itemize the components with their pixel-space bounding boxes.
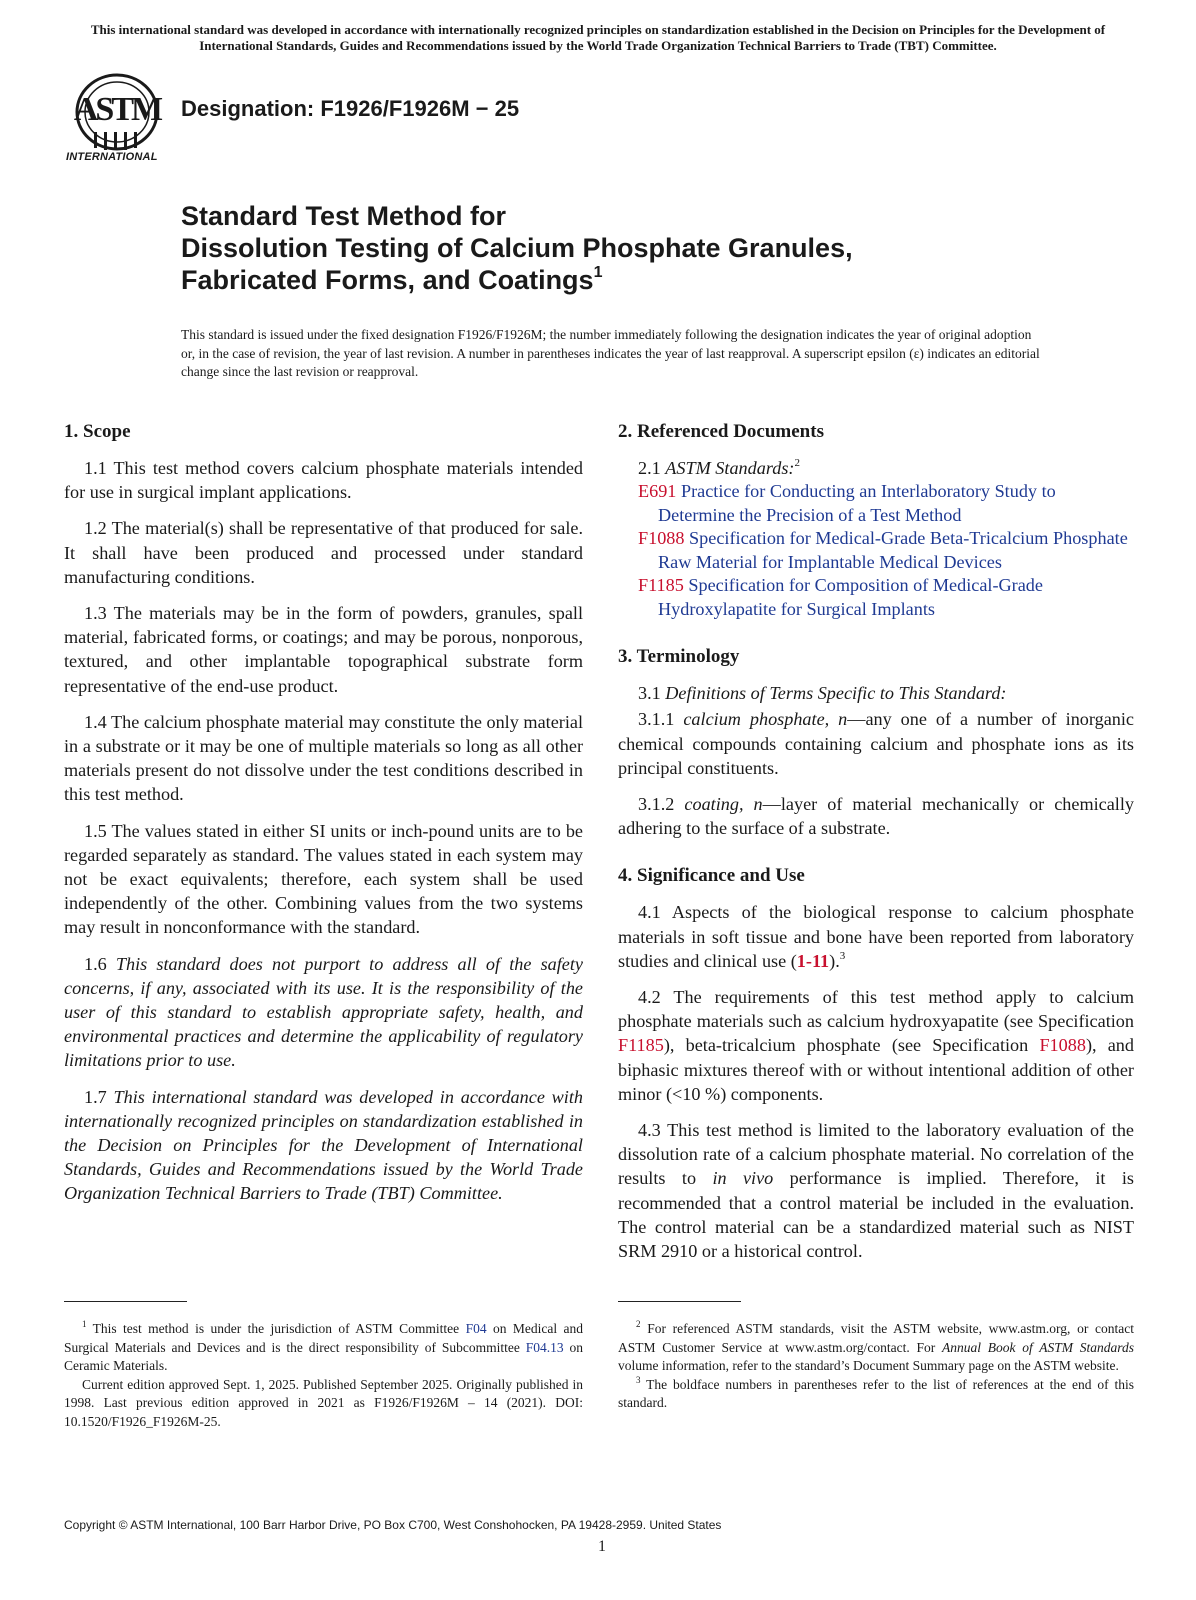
footnote-1-text-c: on Ceramic Materials.: [64, 1339, 583, 1373]
reference-title[interactable]: Specification for Composition of Medical-Grade Hydroxylapatite for Surgical Implants: [658, 575, 1043, 619]
para-4-2: [618, 985, 1134, 1106]
term-coating: coating, n: [684, 794, 763, 815]
para-4-1-end: ).: [829, 950, 840, 971]
reference-code[interactable]: F1185: [638, 575, 684, 596]
para-3-1: [618, 681, 1134, 705]
reference-code[interactable]: F1088: [638, 528, 685, 549]
section-heading-scope: 1. Scope: [64, 421, 131, 442]
para-2-1-label: ASTM Standards:: [665, 458, 795, 478]
footnote-2: [618, 1320, 1134, 1376]
footnotes-left: [64, 1320, 583, 1431]
para-4-2-text-c: ), and biphasic mixtures thereof with or without intentional addition of other minor (<10 %) components.: [618, 1035, 1134, 1104]
footnote-1-text-b: on Medical and Surgical Materials and Devices and is the direct responsibility of Subcommittee: [64, 1321, 583, 1355]
logo-label: INTERNATIONAL: [66, 151, 158, 163]
designation: Designation: F1926/F1926M − 25: [181, 96, 520, 121]
para-3-1-text: Definitions of Terms Specific to This Standard:: [665, 683, 1007, 704]
para-1-6: [64, 952, 583, 1073]
para-4-2-text-a: 4.2 The requirements of this test method apply to calcium phosphate materials such as calcium hydroxyapatite (see Specification: [618, 987, 1134, 1032]
reference-f1185[interactable]: [618, 574, 1134, 621]
para-1-6-number: 1.6: [84, 953, 107, 974]
para-4-3-in-vivo: in vivo: [712, 1168, 774, 1189]
reference-e691[interactable]: [618, 480, 1134, 527]
footnote-2-mark: 2: [636, 1319, 641, 1329]
para-1-7-number: 1.7: [84, 1086, 107, 1107]
title-line-2: Dissolution Testing of Calcium Phosphate Granules,: [181, 233, 853, 263]
footnote-1-text-a: This test method is under the jurisdiction of ASTM Committee: [86, 1321, 466, 1336]
reference-f1088[interactable]: [618, 527, 1134, 574]
footnote-mark-3: 3: [839, 949, 846, 962]
para-1-6-text: This standard does not purport to address all of the safety concerns, if any, associated with its use. It is the responsibility of the user of this standard to establish appropriate safety, health, and environmental practices and determine the applicability of regulatory limitations prior to use.: [64, 953, 583, 1071]
copyright: Copyright © ASTM International, 100 Barr Harbor Drive, PO Box C700, West Conshohocken, PA 19428-2959. United States: [64, 1518, 722, 1532]
footnote-1-edition: Current edition approved Sept. 1, 2025. Published September 2025. Originally published in 1998. Last previous edition approved in 2021 as F1926/F1926M – 14 (2021). DOI: 10.1520/F1926_F1926M-25.: [64, 1376, 583, 1429]
footnote-1: [64, 1320, 583, 1376]
link-committee-f04[interactable]: F04: [465, 1321, 487, 1336]
para-4-3: [618, 1118, 1134, 1263]
para-2-1: [618, 456, 1134, 480]
para-1-5: 1.5 The values stated in either SI units or inch-pound units are to be regarded separately as standard. The values stated in each system may not be exact equivalents; therefore, each system shall be used independently of the other. Combining values from the two systems may result in nonconformance with the standard.: [64, 820, 583, 938]
footnotes-right: [618, 1320, 1134, 1413]
footnote-1-mark: 1: [82, 1319, 87, 1329]
title-line-1: Standard Test Method for: [181, 201, 507, 231]
svg-text:ASTM: ASTM: [73, 91, 161, 128]
page-number: 1: [598, 1538, 606, 1555]
para-1-7-text: This international standard was developed in accordance with internationally recognized principles on standardization established in the Decision on Principles for the Development of International Standards, Guides and Recommendations issued by the World Trade Organization Technical Barriers to Trade (TBT) Committee.: [64, 1086, 584, 1204]
left-column: [64, 420, 583, 1218]
title-line-3-text: Fabricated Forms, and Coatings: [181, 265, 594, 295]
document-title: [181, 200, 1081, 296]
para-3-1-1: [618, 707, 1134, 780]
link-f1088[interactable]: F1088: [1039, 1035, 1086, 1056]
definition-coating: —layer of material mechanically or chemically adhering to the surface of a substrate.: [618, 794, 1134, 839]
footnote-3: [618, 1376, 1134, 1413]
para-3-1-number: 3.1: [638, 683, 661, 704]
para-3-1-1-number: 3.1.1: [638, 709, 675, 730]
section-heading-referenced-documents: 2. Referenced Documents: [618, 421, 824, 442]
footnote-rule-right: [618, 1301, 741, 1302]
footnote-2-text-a: For referenced ASTM standards, visit the ASTM website, www.astm.org, or contact ASTM Customer Service at www.astm.org/contact. For: [618, 1321, 1134, 1355]
para-1-7: [64, 1085, 583, 1206]
reference-code[interactable]: E691: [638, 481, 677, 502]
right-column: [618, 420, 1134, 1275]
para-3-1-2-number: 3.1.2: [638, 794, 675, 815]
issue-note: This standard is issued under the fixed designation F1926/F1926M; the number immediately following the designation indicates the year of original adoption or, in the case of revision, the year of last revision. A number in parentheses indicates the year of last reapproval. A superscript epsilon (ε) indicates an editorial change since the last revision or reapproval.: [181, 327, 1040, 379]
para-1-4: 1.4 The calcium phosphate material may constitute the only material in a substrate or it may be one of multiple materials so long as all other materials present do not dissolve under the test conditions described in this test method.: [64, 711, 583, 805]
para-4-1: [618, 900, 1134, 973]
reference-title[interactable]: Specification for Medical-Grade Beta-Tricalcium Phosphate Raw Material for Implantable Medical Devices: [658, 528, 1128, 572]
link-f1185[interactable]: F1185: [618, 1035, 664, 1056]
reference-title[interactable]: Practice for Conducting an Interlaboratory Study to Determine the Precision of a Test Method: [658, 481, 1056, 525]
footnote-2-book-title: Annual Book of ASTM Standards: [941, 1339, 1134, 1355]
para-2-1-number: 2.1: [638, 458, 661, 478]
footnote-3-text: The boldface numbers in parentheses refer to the list of references at the end of this standard.: [618, 1376, 1134, 1410]
para-1-2: 1.2 The material(s) shall be representative of that produced for sale. It shall have been produced and processed under standard manufacturing conditions.: [64, 518, 583, 587]
section-heading-significance: 4. Significance and Use: [618, 865, 805, 887]
title-footnote-mark: 1: [593, 264, 603, 281]
footnote-2-text-b: volume information, refer to the standard’s Document Summary page on the ASTM website.: [618, 1358, 1119, 1373]
para-4-1-text: 4.1 Aspects of the biological response to calcium phosphate materials in soft tissue and bone have been reported from laboratory studies and clinical use (: [618, 902, 1134, 971]
para-1-3: 1.3 The materials may be in the form of powders, granules, spall material, fabricated forms, or coatings; and may be porous, nonporous, textured, and other implantable topographical substrate form representative of the end-use product.: [64, 603, 583, 696]
section-heading-terminology: 3. Terminology: [618, 646, 740, 668]
para-4-3-text-a: 4.3 This test method is limited to the laboratory evaluation of the dissolution rate of a calcium phosphate material. No correlation of the results to: [618, 1120, 1134, 1189]
footnote-3-mark: 3: [636, 1374, 641, 1385]
top-notice: This international standard was developed in accordance with internationally recognized principles on standardization established in the Decision on Principles for the Development of International Standards, Guides and Recommendations issued by the World Trade Organization Technical Barriers to Trade (TBT) Committee.: [90, 22, 1106, 53]
term-calcium-phosphate: calcium phosphate, n: [683, 709, 848, 730]
reference-link-1-11[interactable]: 1-11: [796, 950, 830, 971]
para-3-1-2: [618, 792, 1134, 840]
para-4-3-text-b: performance is implied. Therefore, it is recommended that a control material be included in the evaluation. The control material can be a standardized material such as NIST SRM 2910 or a historical control.: [618, 1168, 1134, 1262]
definition-calcium-phosphate: —any one of a number of inorganic chemical compounds containing calcium and phosphate ions as its principal constituents.: [618, 709, 1135, 778]
link-subcommittee-f04-13[interactable]: F04.13: [525, 1339, 564, 1355]
para-1-1: 1.1 This test method covers calcium phosphate materials intended for use in surgical implant applications.: [64, 458, 583, 503]
footnote-mark-2: 2: [794, 457, 800, 469]
para-4-2-text-b: ), beta-tricalcium phosphate (see Specification: [663, 1035, 1040, 1056]
title-line-3: [181, 264, 1081, 296]
footnote-rule-left: [64, 1301, 187, 1302]
